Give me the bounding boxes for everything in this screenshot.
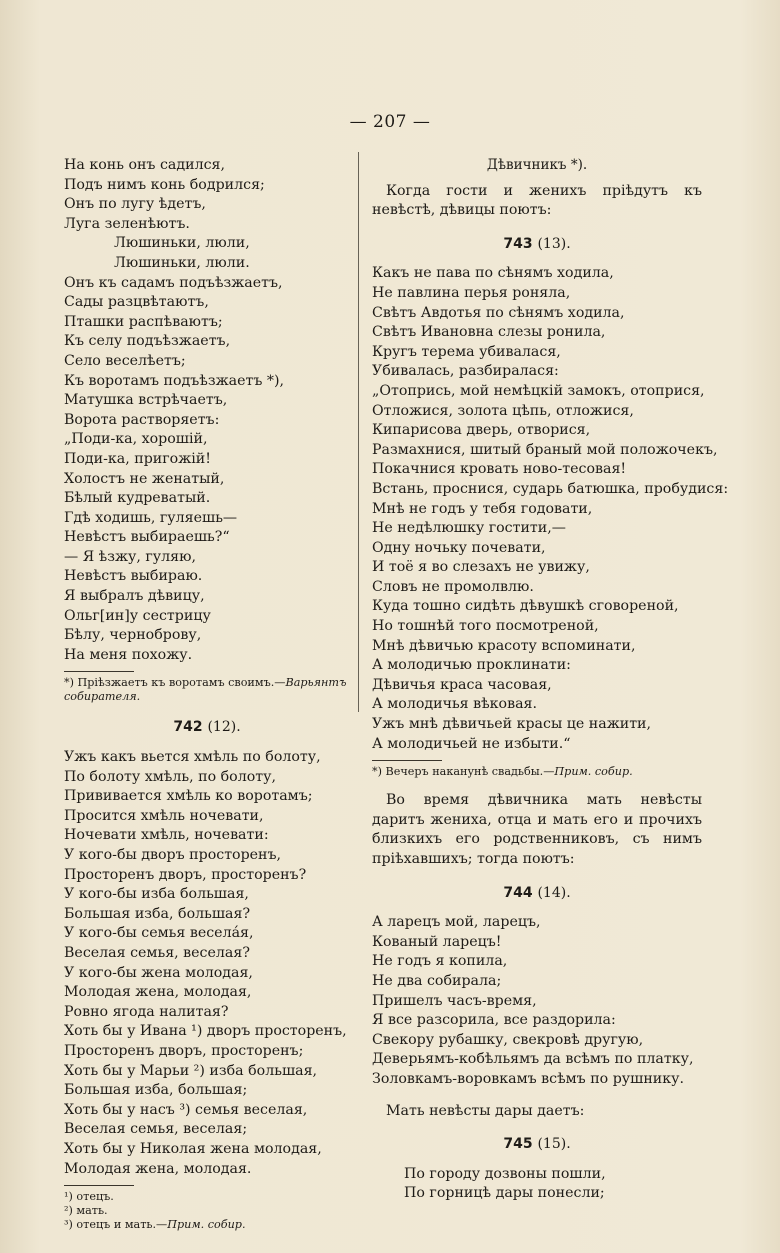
verse-line: Луга зеленѣютъ. (64, 215, 190, 232)
verse-line: И тоё я во слезахъ не увижу, (372, 559, 590, 576)
verse-line: Невѣстъ выбираю. (64, 568, 203, 585)
verse-line: У кого-бы семья веселáя, (64, 925, 254, 942)
verse-line: Хоть бы у Ивана ¹) дворъ просторенъ, (64, 1023, 347, 1040)
verse-line: По городу дозвоны пошли, (404, 1165, 606, 1182)
verse-line: Хоть бы у Марьи ²) изба большая, (64, 1062, 318, 1079)
verse-line: У кого-бы дворъ просторенъ, (64, 847, 282, 863)
verse-line: Онъ къ садамъ подъѣзжаетъ, (64, 274, 283, 291)
verse-line: Просторенъ дворъ, просторенъ; (64, 1042, 304, 1059)
verse-line: Гдѣ ходишь, гуляешь— (64, 509, 238, 526)
verse-line: „Поди-ка, хорошій, (64, 431, 208, 448)
verse-block (372, 913, 702, 1089)
page-number: — 207 — (349, 112, 431, 132)
verse-line: Молодая жена, молодая, (64, 984, 252, 1001)
footnote-rule (372, 760, 442, 761)
verse-line: Мнѣ дѣвичью красоту вспоминати, (372, 637, 636, 654)
verse-line: Не два собирала; (372, 972, 502, 989)
verse-line: Къ селу подъѣзжаетъ, (64, 333, 231, 350)
verse-line: Поди-ка, пригожій! (64, 450, 211, 467)
verse-line: Куда тошно сидѣть дѣвушкѣ сговореной, (372, 598, 679, 615)
verse-line: Свѣтъ Авдотья по сѣнямъ ходила, (372, 304, 625, 321)
verse-block (372, 1165, 702, 1204)
verse-line: Мнѣ не годъ у тебя годовати, (372, 500, 593, 517)
footnote-list (64, 1190, 350, 1232)
verse-line: Я выбралъ дѣвицу, (64, 588, 205, 605)
footnote-rule (64, 1185, 134, 1186)
verse-line: Деверьямъ-кобѣльямъ да всѣмъ по платку, (372, 1051, 694, 1068)
verse-line: Какъ не пава по сѣнямъ ходила, (372, 265, 614, 282)
verse-line: Люшиньки, люли. (114, 254, 250, 271)
song-heading-743: 743 (13). (503, 235, 571, 252)
verse-line: Бѣлу, черноброву, (64, 627, 202, 644)
intro-paragraph: Когда гости и женихъ пріѣдутъ къ невѣстѣ, дѣвицы поютъ: (372, 182, 702, 219)
prose-line: Мать невѣсты дары даетъ: (386, 1102, 585, 1119)
verse-line: Ольг[ин]у сестрицу (64, 607, 211, 624)
verse-line: „Отопрись, мой немѣцкій замокъ, отоприся, (372, 382, 705, 399)
verse-line: Встань, проснися, сударь батюшка, пробудися: (372, 480, 729, 497)
verse-line: А молодичью проклинати: (372, 657, 571, 674)
verse-line: Дѣвичья краса часовая, (372, 676, 552, 693)
verse-line: А молодичьей не избыти.“ (372, 735, 571, 752)
verse-line: Убивалась, разбиралася: (372, 363, 559, 380)
verse-line: Пташки распѣваютъ; (64, 313, 223, 330)
verse-line: Матушка встрѣчаетъ, (64, 392, 228, 409)
verse-line: На конь онъ садился, (64, 157, 225, 173)
verse-line: Большая изба, большая; (64, 1082, 248, 1099)
verse-line: Не годъ я копила, (372, 953, 508, 970)
verse-line: Покачнися кровать ново-тесовая! (372, 461, 627, 478)
verse-line: Къ воротамъ подъѣзжаетъ *), (64, 372, 285, 389)
verse-line: По горницѣ дары понесли; (404, 1185, 605, 1202)
verse-line: Размахнися, шитый браный мой положочекъ, (372, 441, 718, 458)
verse-line: А ларецъ мой, ларецъ, (372, 914, 541, 931)
verse-line: Просторенъ дворъ, просторенъ? (64, 866, 307, 883)
verse-line: Ужъ мнѣ дѣвичьей красы це нажити, (372, 716, 652, 733)
verse-line: По болоту хмѣль, по болоту, (64, 768, 276, 785)
verse-line: Люшиньки, люли, (114, 235, 250, 252)
verse-block (372, 264, 729, 754)
verse-line: Ужъ какъ вьется хмѣль по болоту, (64, 749, 321, 766)
footnote: ³) отецъ и мать.—Прим. собир. (64, 1218, 246, 1232)
section-title: Дѣвичникъ *). (486, 157, 588, 173)
verse-block (64, 156, 350, 665)
right-column (372, 156, 729, 1204)
verse-line: А молодичья вѣковая. (372, 696, 537, 713)
verse-line: Село веселѣетъ; (64, 352, 186, 369)
verse-line: Одну ночьку почевати, (372, 539, 546, 556)
footnote: ¹) отецъ. (64, 1190, 114, 1204)
verse-line: У кого-бы изба большая, (64, 886, 249, 903)
verse-line: Ночевати хмѣль, ночевати: (64, 827, 269, 844)
column-divider (358, 152, 359, 712)
verse-line: Пришелъ часъ-время, (372, 992, 537, 1009)
verse-line: Хоть бы у насъ ³) семья веселая, (64, 1101, 308, 1118)
verse-line: Отложися, золота цѣпь, отложися, (372, 402, 634, 419)
verse-line: Но тошнѣй того посмотреной, (372, 618, 599, 635)
verse-line: Не павлина перья роняла, (372, 284, 571, 301)
verse-line: Не недѣлюшку гостити,— (372, 520, 566, 537)
verse-line: Свѣтъ Ивановна слезы ронила, (372, 324, 606, 341)
verse-block (64, 748, 350, 1179)
verse-line: Хоть бы у Николая жена молодая, (64, 1140, 322, 1157)
verse-line: Онъ по лугу ѣдетъ, (64, 196, 206, 213)
footnote: *) Пріѣзжаетъ къ воротамъ своимъ.—Варьянтъ собирателя. (64, 676, 347, 704)
verse-line: Кованый ларецъ! (372, 933, 502, 950)
verse-line: Веселая семья, веселая; (64, 1121, 248, 1138)
verse-line: Ровно ягода налитая? (64, 1003, 229, 1020)
footnote-rule (64, 671, 134, 672)
verse-line: Кругъ терема убивалася, (372, 343, 561, 360)
song-heading-745: 745 (15). (503, 1136, 571, 1153)
verse-line: Просится хмѣль ночевати, (64, 807, 264, 824)
verse-line: Ворота растворяетъ: (64, 411, 220, 428)
verse-line: Словъ не промолвлю. (372, 578, 534, 595)
verse-line: Золовкамъ-воровкамъ всѣмъ по рушнику. (372, 1070, 684, 1087)
verse-line: Свекору рубашку, свекровѣ другую, (372, 1031, 644, 1048)
left-column (64, 156, 350, 1232)
footnote: ²) мать. (64, 1204, 108, 1218)
verse-line: Сады разцвѣтаютъ, (64, 294, 209, 311)
verse-line: — Я ѣзжу, гуляю, (64, 548, 196, 565)
verse-line: У кого-бы жена молодая, (64, 964, 253, 981)
verse-line: Бѣлый кудреватый. (64, 490, 211, 507)
verse-line: Подъ нимъ конь бодрился; (64, 176, 265, 193)
verse-line: Холостъ не женатый, (64, 470, 225, 487)
song-heading-744: 744 (14). (503, 884, 571, 901)
song-heading-742: 742 (12). (173, 719, 241, 736)
footnote: *) Вечеръ наканунѣ свадьбы.—Прим. собир. (372, 765, 633, 779)
verse-line: На меня похожу. (64, 646, 193, 663)
verse-line: Молодая жена, молодая. (64, 1160, 252, 1177)
verse-line: Веселая семья, веселая? (64, 944, 250, 961)
verse-line: Прививается хмѣль ко воротамъ; (64, 788, 313, 805)
verse-line: Большая изба, большая? (64, 905, 251, 922)
prose-paragraph: Во время дѣвичника мать невѣсты даритъ жениха, отца и мать его и прочихъ близкихъ его родственниковъ, съ нимъ пріѣхавшихъ; тогда поютъ: (372, 792, 702, 867)
verse-line: Я все разсорила, все раздорила: (372, 1012, 616, 1029)
verse-line: Кипарисова дверь, отворися, (372, 422, 591, 439)
verse-line: Невѣстъ выбираешь?“ (64, 529, 230, 546)
